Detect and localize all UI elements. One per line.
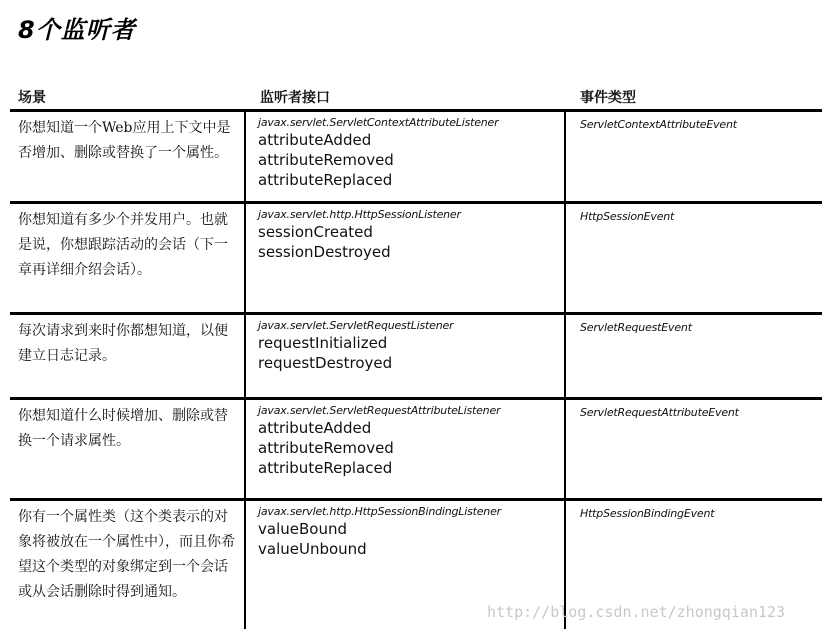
method-name: sessionCreated [258, 223, 373, 241]
table-row [10, 112, 822, 204]
interface-name: javax.servlet.http.HttpSessionListener [258, 208, 461, 221]
method-name: attributeAdded [258, 131, 372, 149]
method-name: requestInitialized [258, 334, 388, 352]
table-row [10, 315, 822, 400]
header-event: 事件类型 [580, 90, 636, 106]
listener-table [10, 84, 822, 629]
method-name: valueBound [258, 520, 347, 538]
scene-cell: 每次请求到来时你都想知道，以便建立日志记录。 [18, 323, 228, 364]
method-name: requestDestroyed [258, 354, 393, 372]
method-name: attributeRemoved [258, 151, 394, 169]
interface-cell [244, 112, 566, 201]
interface-name: javax.servlet.ServletContextAttributeListener [258, 116, 499, 129]
table-row [10, 400, 822, 501]
header-interface: 监听者接口 [260, 90, 330, 106]
header-scene: 场景 [18, 90, 46, 106]
event-cell: ServletContextAttributeEvent [580, 118, 737, 131]
method-name: attributeReplaced [258, 459, 393, 477]
method-name: attributeRemoved [258, 439, 394, 457]
method-name: sessionDestroyed [258, 243, 391, 261]
page-title: 8个监听者 [18, 16, 136, 44]
scene-cell: 你想知道一个Web应用上下文中是否增加、删除或替换了一个属性。 [18, 120, 231, 161]
interface-cell [244, 204, 566, 312]
event-cell: ServletRequestEvent [580, 321, 692, 334]
table-header [10, 84, 822, 112]
method-name: valueUnbound [258, 540, 367, 558]
interface-name: javax.servlet.http.HttpSessionBindingListener [258, 505, 501, 518]
scene-cell: 你想知道什么时候增加、删除或替换一个请求属性。 [18, 408, 228, 449]
interface-name: javax.servlet.ServletRequestAttributeListener [258, 404, 501, 417]
interface-cell [244, 400, 566, 498]
table-row [10, 204, 822, 315]
event-cell: HttpSessionBindingEvent [580, 507, 715, 520]
method-name: attributeReplaced [258, 171, 393, 189]
scene-cell: 你有一个属性类（这个类表示的对象将被放在一个属性中），而且你希望这个类型的对象绑定到一个会话或从会话删除时得到通知。 [18, 509, 235, 600]
interface-cell [244, 315, 566, 397]
event-cell: HttpSessionEvent [580, 210, 675, 223]
watermark: http://blog.csdn.net/zhongqian123 [487, 603, 786, 621]
scene-cell: 你想知道有多少个并发用户。也就是说，你想跟踪活动的会话（下一章再详细介绍会话）。 [18, 212, 228, 278]
method-name: attributeAdded [258, 419, 372, 437]
event-cell: ServletRequestAttributeEvent [580, 406, 739, 419]
interface-name: javax.servlet.ServletRequestListener [258, 319, 454, 332]
